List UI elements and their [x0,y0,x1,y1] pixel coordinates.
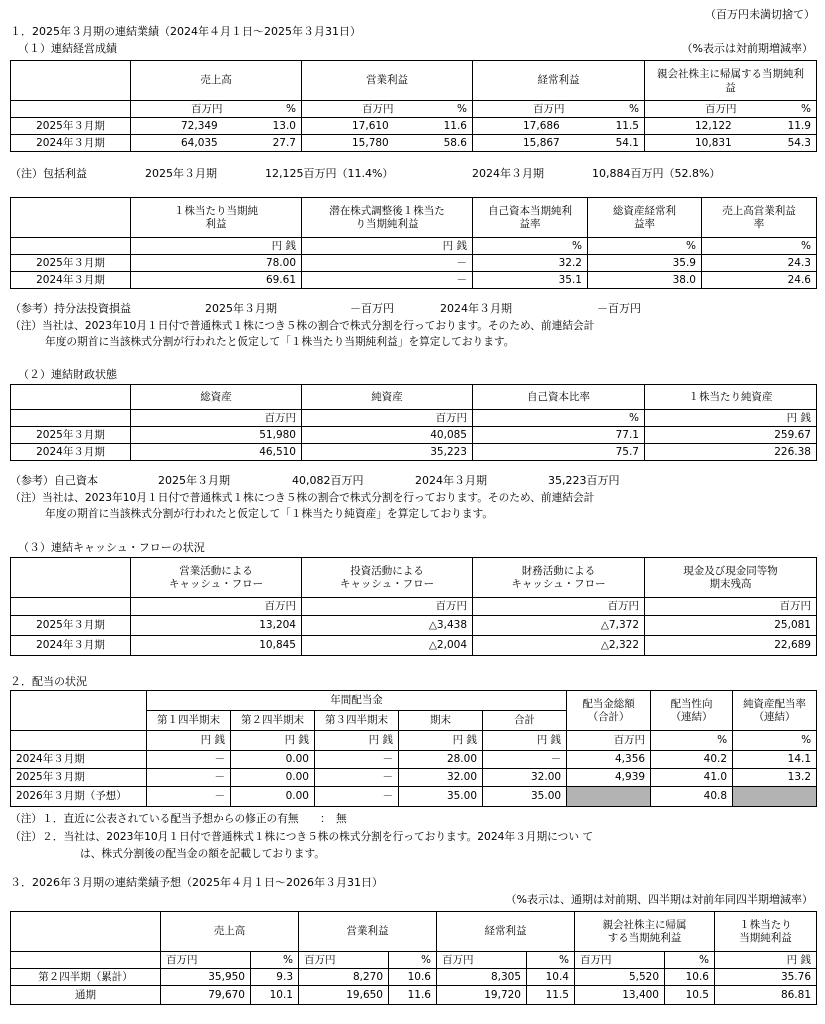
unit-label: % [588,238,702,255]
header-sales: 売上高 [131,61,302,101]
table-row-forecast [11,787,817,807]
per-share-table [10,197,817,289]
header-annual-dividend: 年間配当金 [147,691,567,711]
cell-value: 75.7 [473,444,645,461]
unit-label: 百万円 [533,102,565,115]
comprehensive-income-value-1: 12,125百万円（11.4%） [265,167,394,180]
table-row [11,769,817,787]
cell-value: 64,035 [181,136,218,149]
unit-label: 百万円 [161,952,251,969]
cell-value: 35.9 [588,255,702,272]
table-row [11,616,817,636]
cell-value: 10.6 [389,969,437,986]
cell-value: － [315,769,399,787]
row-label: 2025年３月期 [11,427,131,444]
unit-note: （百万円未満切捨て） [705,8,815,21]
cell-value: 79,670 [161,986,251,1005]
section-3-title: ３．2026年３月期の連結業績予想（2025年４月１日～2026年３月31日） [10,876,383,889]
cell-value: 0.00 [231,787,315,807]
cell-value: 11.6 [389,986,437,1005]
unit-label: 百万円 [473,598,645,616]
pct-label: % [389,952,437,969]
header-eps: １株当たり当期純利益 [131,198,302,238]
cell-value: △3,438 [302,616,473,636]
cell-value: 35.00 [483,787,567,807]
cell-value: 13.2 [733,769,817,787]
header-operating-income: 営業利益 [302,61,473,101]
equity-value-2: 35,223百万円 [548,474,620,487]
cell-value: 17,686 [523,119,560,132]
header-net-income: 親会社株主に帰属 する当期純利益 [575,912,715,952]
cash-flow-table [10,557,817,656]
unit-label: 百万円 [302,598,473,616]
unit-label: % [651,731,733,751]
row-label: 通期 [11,986,161,1005]
equity-method-period-1: 2025年３月期 [205,302,277,315]
cell-value: 35.1 [473,272,588,289]
cell-value: 22,689 [645,636,817,656]
cell-value: － [302,272,473,289]
cell-value: △2,004 [302,636,473,656]
row-label: 2024年３月期 [11,751,147,769]
pct-label: % [286,102,296,115]
header-investing-cf: 投資活動による キャッシュ・フロー [302,558,473,598]
header-bps: １株当たり純資産 [645,385,817,410]
subsection-1-title: （１）連結経営成績 [18,42,117,55]
cell-value: 28.00 [399,751,483,769]
cell-value: 38.0 [588,272,702,289]
cell-value: △7,372 [473,616,645,636]
dividends-table [10,690,817,807]
table-row [11,427,817,444]
cell-value: 54.3 [787,136,811,149]
comprehensive-income-period-1: 2025年３月期 [145,167,217,180]
equity-method-period-2: 2024年３月期 [440,302,512,315]
cell-value: 24.6 [702,272,817,289]
unit-label: 円 銭 [399,731,483,751]
table-row [11,969,817,986]
cell-value: 72,349 [181,119,218,132]
cell-value: 25,081 [645,616,817,636]
unit-label: 円 銭 [645,410,817,427]
note-stock-split-2b: 年度の期首に当該株式分割が行われたと仮定して「１株当たり純資産」を算定しております。 [45,507,494,520]
financial-position-table [10,384,817,461]
unit-label: 円 銭 [715,952,817,969]
cell-value: 17,610 [352,119,389,132]
cell-value: 35,950 [161,969,251,986]
cell-value: － [302,255,473,272]
unit-label: 百万円 [645,598,817,616]
operating-results-table [10,60,817,152]
unit-label: 円 銭 [147,731,231,751]
unit-label: 百万円 [131,598,302,616]
cell-value: 35,223 [302,444,473,461]
row-label: 2025年３月期 [11,255,131,272]
row-label: 2025年３月期 [11,616,131,636]
header-dividend-on-equity: 純資産配当率 （連結） [733,691,817,731]
cell-value: 32.2 [473,255,588,272]
unit-label: 円 銭 [302,238,473,255]
cell-value: 10.1 [251,986,299,1005]
cell-value: 77.1 [473,427,645,444]
cell-value: 40.8 [651,787,733,807]
unit-label: 百万円 [131,410,302,427]
cell-value: 51,980 [131,427,302,444]
cell-value: 40.2 [651,751,733,769]
comprehensive-income-value-2: 10,884百万円（52.8%） [592,167,721,180]
header-operating-income: 営業利益 [299,912,437,952]
table-row [11,986,817,1005]
table-row [11,751,817,769]
cell-value: － [483,751,567,769]
subsection-2-title: （２）連結財政状態 [18,368,117,381]
cell-value: － [147,769,231,787]
note-stock-split-1b: 年度の期首に当該株式分割が行われたと仮定して「１株当たり当期純利益」を算定しております。 [45,335,515,348]
cell-value: 12,122 [695,119,732,132]
cell-value: 13,204 [131,616,302,636]
cell-value: 259.67 [645,427,817,444]
unit-label: 百万円 [191,102,223,115]
unit-label: % [733,731,817,751]
header-year-end: 期末 [399,711,483,731]
cell-value: 4,356 [567,751,651,769]
equity-method-value-1: －百万円 [350,302,394,315]
equity-method-label: （参考）持分法投資損益 [10,302,131,315]
cell-value: 15,780 [352,136,389,149]
equity-period-1: 2025年３月期 [158,474,230,487]
cell-value: 10,831 [695,136,732,149]
row-label: 2024年３月期 [11,135,131,152]
cell-value: 27.7 [272,136,296,149]
cell-value: 226.38 [645,444,817,461]
cell-value: 11.6 [443,119,467,132]
cell-value: － [147,751,231,769]
row-label: 2026年３月期（予想） [11,787,147,807]
dividend-note-1: （注）１．直近に公表されている配当予想からの修正の有無 ： 無 [10,812,347,825]
header-q3: 第３四半期末 [315,711,399,731]
unit-label: 百万円 [302,410,473,427]
cell-value: － [147,787,231,807]
header-diluted-eps: 潜在株式調整後１株当たり当期純利益 [302,198,473,238]
cell-value: 10,845 [131,636,302,656]
section-2-title: ２．配当の状況 [10,675,87,688]
header-roe: 自己資本当期純利益率 [473,198,588,238]
unit-label: 百万円 [567,731,651,751]
header-total-assets: 総資産 [131,385,302,410]
pct-label: % [457,102,467,115]
unit-label: % [473,410,645,427]
pct-label: % [527,952,575,969]
unit-label: 円 銭 [131,238,302,255]
pct-label: % [665,952,715,969]
row-label: 2025年３月期 [11,769,147,787]
cell-value: 8,305 [437,969,527,986]
cell-shaded [733,787,817,807]
cell-value: 10.4 [527,969,575,986]
cell-value: 40,085 [302,427,473,444]
note-stock-split-2a: （注）当社は、2023年10月１日付で普通株式１株につき５株の割合で株式分割を行っております。そのため、前連結会計 [10,491,595,504]
cell-value: 10.6 [665,969,715,986]
header-equity-ratio: 自己資本比率 [473,385,645,410]
header-q2: 第２四半期末 [231,711,315,731]
unit-label: 円 銭 [483,731,567,751]
cell-value: 58.6 [443,136,467,149]
subsection-1-note: （%表示は対前期増減率） [681,42,813,55]
comprehensive-income-period-2: 2024年３月期 [472,167,544,180]
cell-value: 24.3 [702,255,817,272]
cell-shaded [567,787,651,807]
cell-value: △2,322 [473,636,645,656]
cell-value: 13.0 [272,119,296,132]
header-sales: 売上高 [161,912,299,952]
cell-value: 10.5 [665,986,715,1005]
equity-period-2: 2024年３月期 [415,474,487,487]
row-label: 2024年３月期 [11,636,131,656]
pct-label: % [801,102,811,115]
unit-label: % [473,238,588,255]
comprehensive-income-label: （注）包括利益 [10,167,87,180]
unit-label: 百万円 [575,952,665,969]
row-label: 2025年３月期 [11,118,131,135]
table-row [11,135,817,152]
cell-value: 14.1 [733,751,817,769]
equity-label: （参考）自己資本 [10,474,98,487]
header-q1: 第１四半期末 [147,711,231,731]
unit-label: 円 銭 [231,731,315,751]
cell-value: 13,400 [575,986,665,1005]
header-financing-cf: 財務活動による キャッシュ・フロー [473,558,645,598]
unit-label: 円 銭 [315,731,399,751]
header-total-dividend: 配当金総額 （合計） [567,691,651,731]
unit-label: % [702,238,817,255]
cell-value: 15,867 [523,136,560,149]
dividend-note-2b: は、株式分割後の配当金の額を記載しております。 [80,847,325,860]
table-row [11,255,817,272]
unit-label: 百万円 [362,102,394,115]
header-operating-margin: 売上高営業利益率 [702,198,817,238]
cell-value: 19,720 [437,986,527,1005]
equity-method-value-2: －百万円 [597,302,641,315]
header-net-assets: 純資産 [302,385,473,410]
cell-value: 8,270 [299,969,389,986]
note-stock-split-1a: （注）当社は、2023年10月１日付で普通株式１株につき５株の割合で株式分割を行っております。そのため、前連結会計 [10,319,595,332]
cell-value: 35.76 [715,969,817,986]
row-label: 第２四半期（累計） [11,969,161,986]
section-1-title: １．2025年３月期の連結業績（2024年４月１日～2025年３月31日） [10,25,361,38]
cell-value: 9.3 [251,969,299,986]
header-ordinary-income: 経常利益 [437,912,575,952]
cell-value: 46,510 [131,444,302,461]
pct-label: % [251,952,299,969]
header-total: 合計 [483,711,567,731]
header-ordinary-income: 経常利益 [473,61,645,101]
table-row [11,636,817,656]
header-roa: 総資産経常利益率 [588,198,702,238]
table-row [11,118,817,135]
subsection-3-title: （３）連結キャッシュ・フローの状況 [18,541,205,554]
header-net-income: 親会社株主に帰属する当期純利益 [645,61,817,101]
cell-value: － [315,787,399,807]
cell-value: 32.00 [483,769,567,787]
cell-value: 19,650 [299,986,389,1005]
cell-value: － [315,751,399,769]
header-cash-end: 現金及び現金同等物 期末残高 [645,558,817,598]
cell-value: 0.00 [231,751,315,769]
section-3-note: （%表示は、通期は対前期、四半期は対前年同四半期増減率） [505,893,813,906]
dividend-note-2a: （注）２．当社は、2023年10月１日付で普通株式１株につき５株の株式分割を行っております。2024年３月期につい て [10,830,594,843]
cell-value: 5,520 [575,969,665,986]
equity-value-1: 40,082百万円 [292,474,364,487]
header-operating-cf: 営業活動による キャッシュ・フロー [131,558,302,598]
header-eps: １株当たり 当期純利益 [715,912,817,952]
pct-label: % [629,102,639,115]
cell-value: 11.5 [527,986,575,1005]
table-row [11,272,817,289]
table-row [11,444,817,461]
cell-value: 35.00 [399,787,483,807]
header-payout-ratio: 配当性向 （連結） [651,691,733,731]
cell-value: 78.00 [131,255,302,272]
unit-label: 百万円 [437,952,527,969]
cell-value: 4,939 [567,769,651,787]
cell-value: 41.0 [651,769,733,787]
cell-value: 0.00 [231,769,315,787]
forecast-table [10,911,817,1005]
row-label: 2024年３月期 [11,272,131,289]
cell-value: 69.61 [131,272,302,289]
cell-value: 11.5 [615,119,639,132]
unit-label: 百万円 [705,102,737,115]
unit-label: 百万円 [299,952,389,969]
cell-value: 54.1 [615,136,639,149]
cell-value: 32.00 [399,769,483,787]
row-label: 2024年３月期 [11,444,131,461]
cell-value: 11.9 [787,119,811,132]
cell-value: 86.81 [715,986,817,1005]
